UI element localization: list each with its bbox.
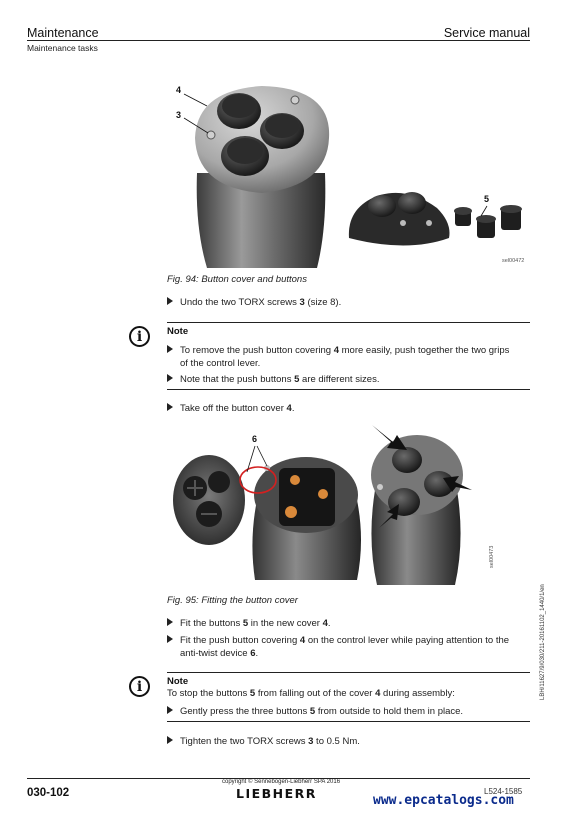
bullet-arrow-icon — [167, 618, 173, 626]
header-divider — [27, 40, 530, 41]
step-tighten-screws: Tighten the two TORX screws 3 to 0.5 Nm. — [167, 735, 532, 748]
figure-94-caption: Fig. 94: Button cover and buttons — [167, 274, 307, 285]
step-undo-screws: Undo the two TORX screws 3 (size 8). — [167, 296, 532, 309]
watermark: www.epcatalogs.com — [373, 793, 514, 808]
document-number: L524-1585 — [484, 787, 523, 796]
bullet-arrow-icon — [167, 706, 173, 714]
control-lever-photo-illustration — [167, 78, 531, 268]
page-number: 030-102 — [27, 787, 70, 799]
figure-94-photo — [167, 78, 531, 268]
photo-code: sel00473 — [489, 545, 495, 568]
step-fit-buttons: Fit the buttons 5 in the new cover 4. — [167, 617, 532, 630]
step-fit-cover: Fit the push button covering 4 on the control lever while paying attention to the anti-twist device 6. — [167, 634, 532, 660]
callout-5: 5 — [484, 194, 490, 204]
info-icon: i — [129, 676, 150, 697]
note-title: Note — [167, 326, 189, 337]
bullet-arrow-icon — [167, 635, 173, 643]
copyright: copyright © Sennebogen-Liebherr SPA 2016 — [222, 779, 341, 785]
bullet-arrow-icon — [167, 297, 173, 305]
note-title: Note — [167, 676, 189, 687]
callout-6: 6 — [252, 434, 258, 444]
note-item-button-sizes: Note that the push buttons 5 are different sizes. — [167, 373, 532, 386]
subsection-title: Maintenance tasks — [27, 43, 98, 53]
note-item-press-buttons: Gently press the three buttons 5 from outside to hold them in place. — [167, 705, 532, 718]
bullet-arrow-icon — [167, 374, 173, 382]
section-title: Maintenance — [27, 26, 99, 40]
bullet-arrow-icon — [167, 403, 173, 411]
callout-3: 3 — [176, 110, 182, 120]
document-type: Service manual — [443, 26, 530, 40]
info-icon: i — [129, 326, 150, 347]
figure-95-photo — [167, 420, 531, 590]
note-divider-top — [167, 322, 530, 323]
fitting-cover-photo-illustration — [167, 420, 531, 590]
photo-code: sel00472 — [502, 258, 525, 264]
note-item-push-grips: To remove the push button covering 4 more easily, push together the two grips of the control lever. — [167, 344, 532, 370]
brand-logo: LIEBHERR — [236, 786, 317, 801]
figure-95-caption: Fig. 95: Fitting the button cover — [167, 595, 298, 606]
step-take-off-cover: Take off the button cover 4. — [167, 402, 532, 415]
callout-4: 4 — [176, 85, 182, 95]
note-divider-bottom — [167, 389, 530, 390]
document-side-code: LBH/11627/9/030/211-20161102_1440/1/en — [540, 584, 546, 700]
note-divider-top — [167, 672, 530, 673]
note-divider-bottom — [167, 721, 530, 722]
bullet-arrow-icon — [167, 736, 173, 744]
note-text-assembly: To stop the buttons 5 from falling out of the cover 4 during assembly: — [167, 688, 455, 699]
bullet-arrow-icon — [167, 345, 173, 353]
